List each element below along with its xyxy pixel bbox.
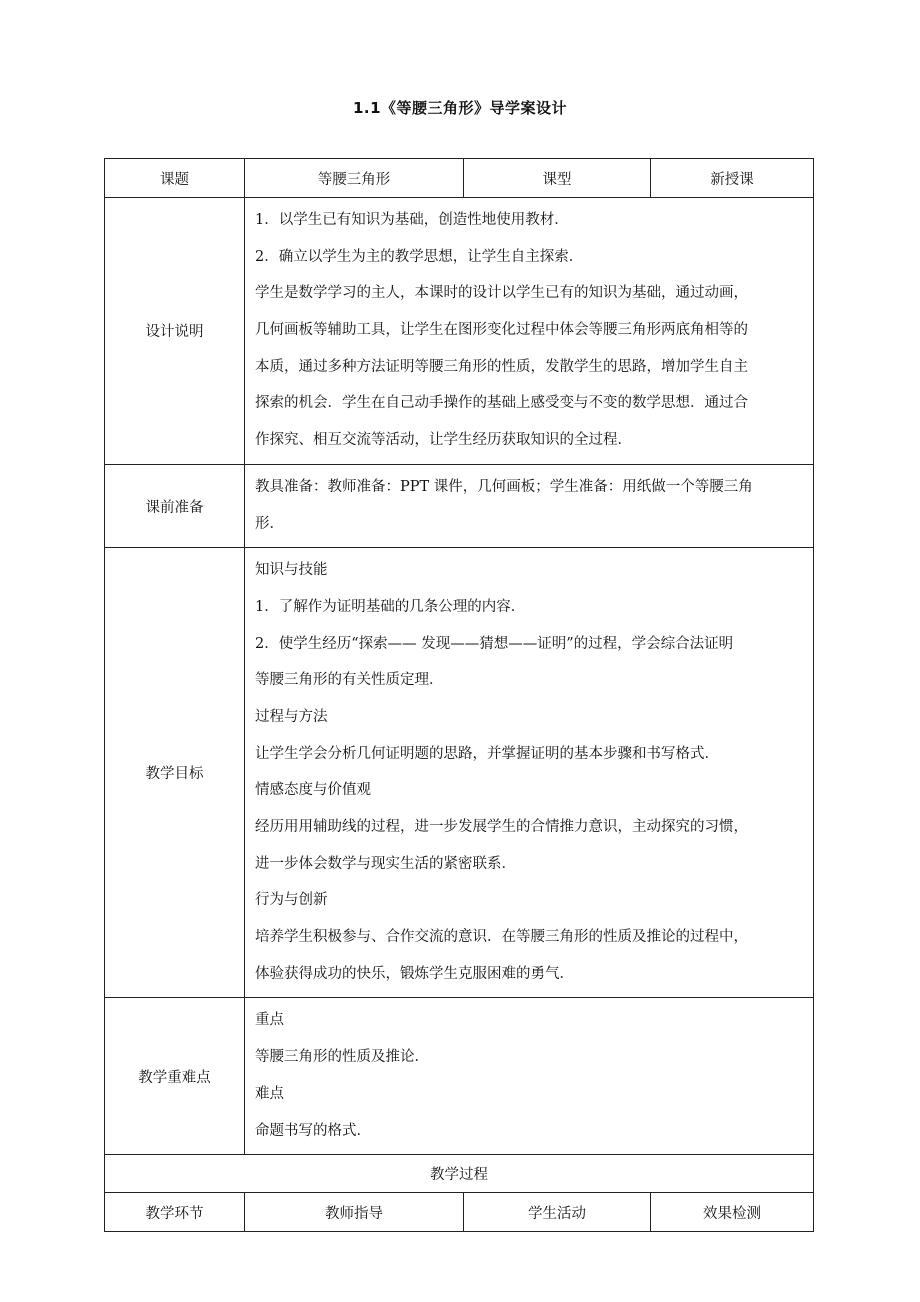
goals-line: 培养学生积极参与、合作交流的意识．在等腰三角形的性质及推论的过程中， bbox=[255, 929, 748, 946]
goals-line: 体验获得成功的快乐，锻炼学生克服困难的勇气． bbox=[255, 965, 574, 982]
table-row-goals bbox=[105, 548, 814, 998]
goals-line: 情感态度与价值观 bbox=[255, 782, 371, 799]
table-row-process-header bbox=[105, 1193, 814, 1232]
table-row-prep bbox=[105, 464, 814, 547]
focus-line: 命题书写的格式． bbox=[255, 1122, 371, 1139]
design-line: 几何画板等辅助工具，让学生在图形变化过程中体会等腰三角形两底角相等的 bbox=[255, 322, 748, 339]
table-row-process-title bbox=[105, 1155, 814, 1193]
table-row-design bbox=[105, 198, 814, 465]
focus-line: 重点 bbox=[255, 1012, 284, 1029]
lesson-type-label: 课型 bbox=[464, 159, 651, 198]
table-row-focus bbox=[105, 998, 814, 1155]
goals-line: 知识与技能 bbox=[255, 562, 328, 579]
process-stage-header: 教学环节 bbox=[105, 1193, 245, 1232]
prep-line: 形． bbox=[255, 515, 284, 532]
goals-content bbox=[245, 548, 814, 998]
goals-line: 1．了解作为证明基础的几条公理的内容． bbox=[255, 598, 526, 615]
goals-line: 让学生学会分析几何证明题的思路，并掌握证明的基本步骤和书写格式． bbox=[255, 745, 719, 762]
goals-line: 进一步体会数学与现实生活的紧密联系． bbox=[255, 855, 516, 872]
design-line: 本质，通过多种方法证明等腰三角形的性质，发散学生的思路，增加学生自主 bbox=[255, 358, 748, 375]
design-line: 2．确立以学生为主的教学思想，让学生自主探索． bbox=[255, 248, 584, 265]
document-title: 1.1《等腰三角形》导学案设计 bbox=[352, 99, 568, 117]
design-line: 作探究、相互交流等活动，让学生经历获取知识的全过程． bbox=[255, 432, 632, 449]
table-row-topic bbox=[105, 159, 814, 198]
topic-value: 等腰三角形 bbox=[245, 159, 464, 198]
prep-content bbox=[245, 464, 814, 547]
focus-label: 教学重难点 bbox=[105, 998, 245, 1155]
goals-line: 等腰三角形的有关性质定理． bbox=[255, 672, 444, 689]
teacher-guidance-header: 教师指导 bbox=[245, 1193, 464, 1232]
lesson-plan-table bbox=[104, 158, 814, 1232]
design-line: 1．以学生已有知识为基础，创造性地使用教材． bbox=[255, 212, 569, 228]
effect-check-header: 效果检测 bbox=[651, 1193, 814, 1232]
focus-line: 等腰三角形的性质及推论． bbox=[255, 1049, 429, 1066]
design-label: 设计说明 bbox=[105, 198, 245, 465]
focus-line: 难点 bbox=[255, 1085, 284, 1102]
lesson-type-value: 新授课 bbox=[651, 159, 814, 198]
goals-line: 2．使学生经历“探索—— 发现——猜想——证明”的过程，学会综合法证明 bbox=[255, 635, 734, 652]
focus-content bbox=[245, 998, 814, 1155]
design-line: 学生是数学学习的主人，本课时的设计以学生已有的知识为基础，通过动画， bbox=[255, 285, 748, 302]
process-title: 教学过程 bbox=[105, 1155, 814, 1193]
design-line: 探索的机会．学生在自己动手操作的基础上感受变与不变的数学思想．通过合 bbox=[255, 395, 748, 412]
student-activity-header: 学生活动 bbox=[464, 1193, 651, 1232]
goals-line: 行为与创新 bbox=[255, 892, 328, 909]
topic-label: 课题 bbox=[105, 159, 245, 198]
goals-label: 教学目标 bbox=[105, 548, 245, 998]
goals-line: 过程与方法 bbox=[255, 708, 328, 725]
prep-line: 教具准备：教师准备：PPT 课件，几何画板；学生准备：用纸做一个等腰三角 bbox=[255, 478, 753, 495]
goals-line: 经历用用辅助线的过程，进一步发展学生的合情推力意识，主动探究的习惯， bbox=[255, 819, 748, 835]
prep-label: 课前准备 bbox=[105, 464, 245, 547]
design-content bbox=[245, 198, 814, 465]
